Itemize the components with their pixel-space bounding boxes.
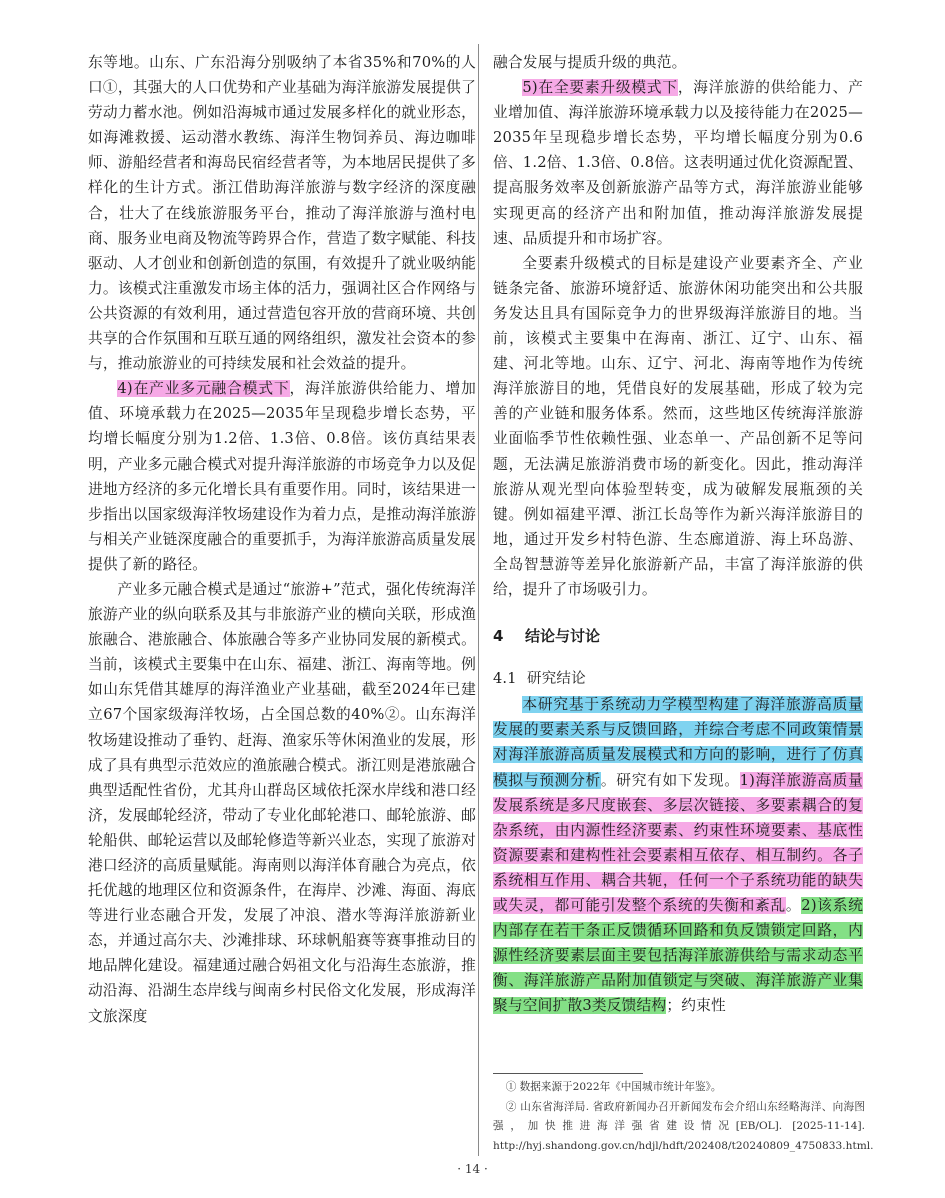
section-heading <box>493 624 863 649</box>
conclusion-plain-1: 。研究有如下发现。 <box>600 771 740 789</box>
right-paragraph-1: 融合发展与提质升级的典范。 <box>493 54 687 71</box>
right-column <box>493 50 863 1018</box>
subsection-number: 4.1 <box>493 671 517 688</box>
footnotes <box>493 1073 874 1156</box>
highlight-blue-summary: 本研究基于系统动力学模型构建了海洋旅游高质量发展的要素关系与反馈回路，并综合考虑不同政策情景对海洋旅游高质量发展模式和方向的影响，进行了仿真模拟与预测分析 <box>493 696 863 789</box>
left-paragraph-1: 东等地。山东、广东沿海分别吸纳了本省35%和70%的人口①，其强大的人口优势和产业基础为海洋旅游发展提供了劳动力蓄水池。例如沿海城市通过发展多样化的就业形态，如海滩救援、运动潜水教练、海洋生物饲养员、海边咖啡师、游船经营者和海岛民宿经营者等，为本地居民提供了多样化的生计方式。浙江借助海洋旅游与数字经济的深度融合，壮大了在线旅游服务平台，推动了海洋旅游与渔村电商、服务业电商及物流等跨界合作，营造了数字赋能、科技驱动、人才创业和创新创造的氛围，有效提升了就业吸纳能力。该模式注重激发市场主体的活力，强调社区合作网络与公共资源的有效利用，通过营造包容开放的营商环境、共创共享的合作氛围和互联互通的网络组织，激发社会资本的参与，推动旅游业的可持续发展和社会效益的提升。 <box>88 54 476 373</box>
footnote-2: ② 山东省海洋局. 省政府新闻办召开新闻发布会介绍山东经略海洋、向海图强，加快推进海洋强省建设情况[EB/OL]. [2025-11-14]. http://hyj.shandong.gov.cn/hdjl/hdft/202408/t20240809_4750833.html. <box>493 1100 874 1152</box>
left-paragraph-3: 产业多元融合模式是通过“旅游+”范式，强化传统海洋旅游产业的纵向联系及其与非旅游产业的横向关联，形成渔旅融合、港旅融合、体旅融合等多产业协同发展的新模式。当前，该模式主要集中在山东、福建、浙江、海南等地。例如山东凭借其雄厚的海洋渔业产业基础，截至2024年已建立67个国家级海洋牧场，占全国总数的40%②。山东海洋牧场建设推动了垂钓、赶海、渔家乐等休闲渔业的发展，形成了具有典型示范效应的渔旅融合模式。浙江则是港旅融合典型适配性省份，尤其舟山群岛区域依托深水岸线和港口经济，发展邮轮经济，带动了专业化邮轮港口、邮轮旅游、邮轮船供、邮轮运营以及邮轮修造等新兴业态，实现了旅游对港口经济的高质量赋能。海南则以海洋体育融合为亮点，依托优越的地理区位和资源条件，在海岸、沙滩、海面、海底等进行业态融合开发，发展了冲浪、潜水等海洋旅游新业态，并通过高尔夫、沙滩排球、环球帆船赛等赛事推动目的地品牌化建设。福建通过融合妈祖文化与沿海生态旅游，推动沿海、沿湖生态岸线与闽南乡村民俗文化发展，形成海洋文旅深度 <box>88 580 476 1025</box>
conclusion-plain-3: ；约束性 <box>666 997 726 1015</box>
left-paragraph-2-text: ，海洋旅游供给能力、增加值、环境承载力在2025—2035年呈现稳步增长态势，平均增长幅度分别为1.2倍、1.3倍、0.8倍。该仿真结果表明，产业多元融合模式对提升海洋旅游的市场竞争力以及促进地方经济的多元化增长具有重要作用。同时，该结果进一步指出以国家级海洋牧场建设作为着力点，是推动海洋旅游与相关产业链深度融合的重要抓手，为海洋旅游高质量发展提供了新的路径。 <box>88 380 476 573</box>
conclusion-plain-2: 。 <box>785 897 802 914</box>
highlight-green-finding-2: 2)该系统内部存在若干条正反馈循环回路和负反馈锁定回路，内源性经济要素层面主要包括海洋旅游供给与需求动态平衡、海洋旅游产品附加值锁定与突破、海洋旅游产业集聚与空间扩散3类反馈结构 <box>493 897 863 1015</box>
subsection-title: 研究结论 <box>527 671 586 688</box>
footnote-rule <box>493 1073 643 1074</box>
highlight-mode-4: 4)在产业多元融合模式下 <box>117 380 290 398</box>
left-column <box>88 50 476 1029</box>
right-paragraph-3: 全要素升级模式的目标是建设产业要素齐全、产业链条完备、旅游环境舒适、旅游休闲功能突出和公共服务发达且具有国际竞争力的世界级海洋旅游目的地。当前，该模式主要集中在海南、浙江、辽宁、山东、福建、河北等地。山东、辽宁、河北、海南等地作为传统海洋旅游目的地，凭借良好的发展基础，形成了较为完善的产业链和服务体系。然而，这些地区传统海洋旅游业面临季节性依赖性强、业态单一、产品创新不足等问题，无法满足旅游消费市场的新变化。因此，推动海洋旅游从观光型向体验型转变，成为破解发展瓶颈的关键。例如福建平潭、浙江长岛等作为新兴海洋旅游目的地，通过开发乡村特色游、生态廊道游、海上环岛游、全岛智慧游等差异化旅游新产品，丰富了海洋旅游的供给，提升了市场吸引力。 <box>493 254 863 598</box>
column-divider <box>478 44 479 1156</box>
footnote-1: ① 数据来源于2022年《中国城市统计年鉴》。 <box>505 1081 722 1093</box>
section-title: 结论与讨论 <box>525 627 601 646</box>
conclusion-paragraph <box>493 692 863 1018</box>
section-number: 4 <box>493 627 504 646</box>
subsection-heading <box>493 667 863 692</box>
page-number: · 14 · <box>457 1162 488 1176</box>
highlight-mode-5: 5)在全要素升级模式下 <box>522 79 678 97</box>
right-paragraph-2 <box>493 75 863 251</box>
right-paragraph-2-text: ，海洋旅游的供给能力、产业增加值、海洋旅游环境承载力以及接待能力在2025—2035年呈现稳步增长态势，平均增长幅度分别为0.6倍、1.2倍、1.3倍、0.8倍。这表明通过优化资源配置、提高服务效率及创新旅游产品等方式，海洋旅游业能够实现更高的经济产出和附加值，推动海洋旅游发展提速、品质提升和市场扩容。 <box>493 79 864 247</box>
left-paragraph-2 <box>88 376 476 577</box>
highlight-pink-finding-1: 1)海洋旅游高质量发展系统是多尺度嵌套、多层次链接、多要素耦合的复杂系统，由内源性经济要素、约束性环境要素、基底性资源要素和建构性社会要素相互依存、相互制约。各子系统相互作用、耦合共轭，任何一个子系统功能的缺失或失灵，都可能引发整个系统的失衡和紊乱 <box>493 771 863 914</box>
